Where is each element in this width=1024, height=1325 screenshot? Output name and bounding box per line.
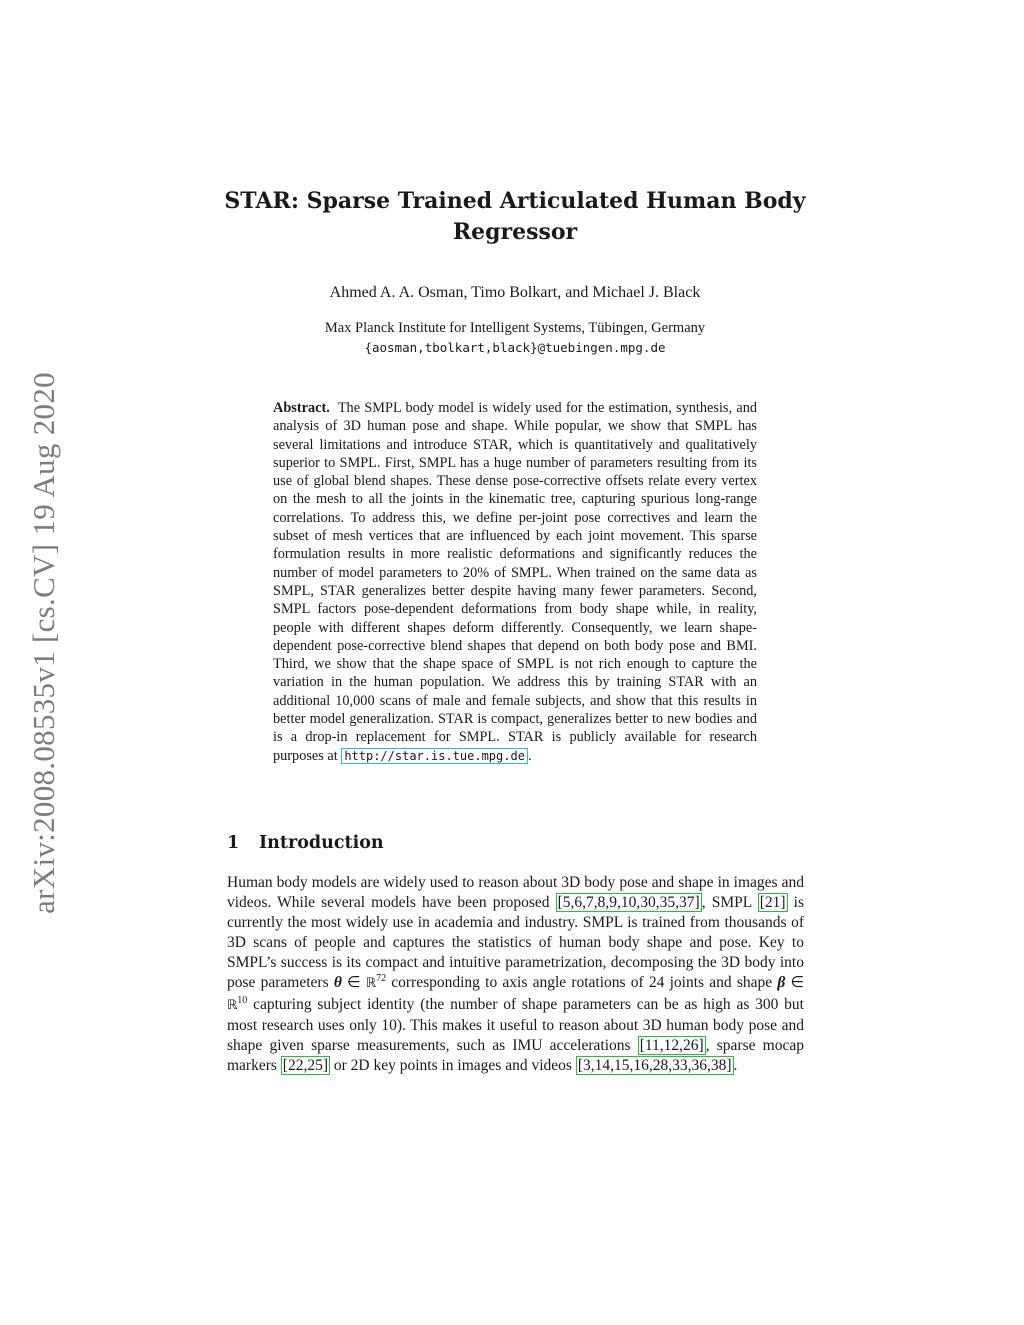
citation-text: [5,6,7,8,9,10,30,35,37]: [557, 894, 700, 912]
citation-link[interactable]: [758, 893, 788, 912]
intro-text-8: .: [733, 1056, 738, 1074]
element-of-symbol: ∈: [341, 974, 366, 992]
theta-symbol: θ: [333, 974, 342, 992]
intro-paragraph: [227, 873, 804, 1076]
intro-text-7: or 2D key points in images and videos: [330, 1056, 576, 1074]
citation-text: [22,25]: [282, 1056, 328, 1074]
arxiv-identifier-text: arXiv:2008.08535v1 [cs.CV] 19 Aug 2020: [26, 371, 61, 914]
intro-text-5: capturing subject identity (the number of shape parameters can be as high as 300 but most research uses only 10). This makes it useful to reason about 3D human body pose and shape given sparse measurements, such as IMU accelerations: [227, 995, 804, 1054]
intro-text-4: corresponding to axis angle rotations of 24 joints and shape: [386, 974, 778, 992]
intro-text-3: is currently the most widely use in academia and industry. SMPL is trained from thousands of 3D scans of people and captures the statistics of human body shape and pose. Key to SMPL’s success is its compact and intuitive parametrization, decomposing the 3D body into pose parameters: [227, 894, 804, 992]
section-number: 1: [227, 833, 240, 853]
beta-dimension: 10: [237, 994, 248, 1006]
intro-text-1: Human body models are widely used to reason about 3D body pose and shape in images and videos. While several models have been proposed: [227, 874, 804, 912]
author-emails: {aosman,tbolkart,black}@tuebingen.mpg.de: [364, 340, 666, 355]
paper-title: STAR: Sparse Trained Articulated Human Body Regressor: [224, 188, 806, 245]
paper-authors: Ahmed A. A. Osman, Timo Bolkart, and Michael J. Black: [329, 284, 701, 301]
element-of-symbol: ∈: [785, 974, 804, 992]
abstract: [273, 399, 757, 765]
abstract-label: Abstract.: [273, 400, 330, 416]
intro-text-6: , sparse mocap markers: [227, 1036, 804, 1074]
affiliation-block: [200, 318, 830, 358]
citation-link[interactable]: [281, 1056, 330, 1075]
theta-dimension: 72: [376, 973, 387, 985]
intro-text-2: , SMPL: [701, 894, 758, 912]
citation-text: [11,12,26]: [639, 1036, 704, 1054]
abstract-text: The SMPL body model is widely used for the estimation, synthesis, and analysis of 3D human pose and shape. While popular, we show that SMPL has several limitations and introduce STAR, which is quantitatively and qualitatively superior to SMPL. First, SMPL has a huge number of parameters resulting from its use of global blend shapes. These dense pose-corrective offsets relate every vertex on the mesh to all the joints in the kinematic tree, capturing spurious long-range correlations. To address this, we define per-joint pose correctives and learn the subset of mesh vertices that are influenced by each joint movement. This sparse formulation results in more realistic deformations and significantly reduces the number of model parameters to 20% of SMPL. When trained on the same data as SMPL, STAR generalizes better despite having many fewer parameters. Second, SMPL factors pose-dependent deformations from body shape while, in reality, people with different shapes deform differently. Consequently, we learn shape-dependent pose-corrective blend shapes that depend on both body pose and BMI. Third, we show that the shape space of SMPL is not rich enough to capture the variation in the human population. We address this by training STAR with an additional 10,000 scans of male and female subjects, and show that this results in better model generalization. STAR is compact, generalizes better to new bodies and is a drop-in replacement for SMPL. STAR is publicly available for research purposes at: [273, 400, 757, 764]
abstract-end: .: [527, 747, 532, 764]
citation-link[interactable]: [576, 1056, 734, 1075]
citation-link[interactable]: [638, 1036, 706, 1055]
project-url-link[interactable]: http://star.is.tue.mpg.de: [341, 748, 528, 764]
citation-text: [21]: [759, 894, 786, 912]
reals-symbol: ℝ: [227, 997, 238, 1013]
section-heading: [227, 833, 384, 853]
section-title: Introduction: [259, 833, 384, 853]
reals-symbol: ℝ: [365, 976, 377, 992]
arxiv-identifier-stamp: [24, 345, 64, 940]
beta-symbol: β: [777, 974, 786, 992]
citation-link[interactable]: [556, 893, 702, 912]
citation-text: [3,14,15,16,28,33,36,38]: [577, 1056, 732, 1074]
affiliation-name: Max Planck Institute for Intelligent Systems, Tübingen, Germany: [324, 320, 706, 336]
